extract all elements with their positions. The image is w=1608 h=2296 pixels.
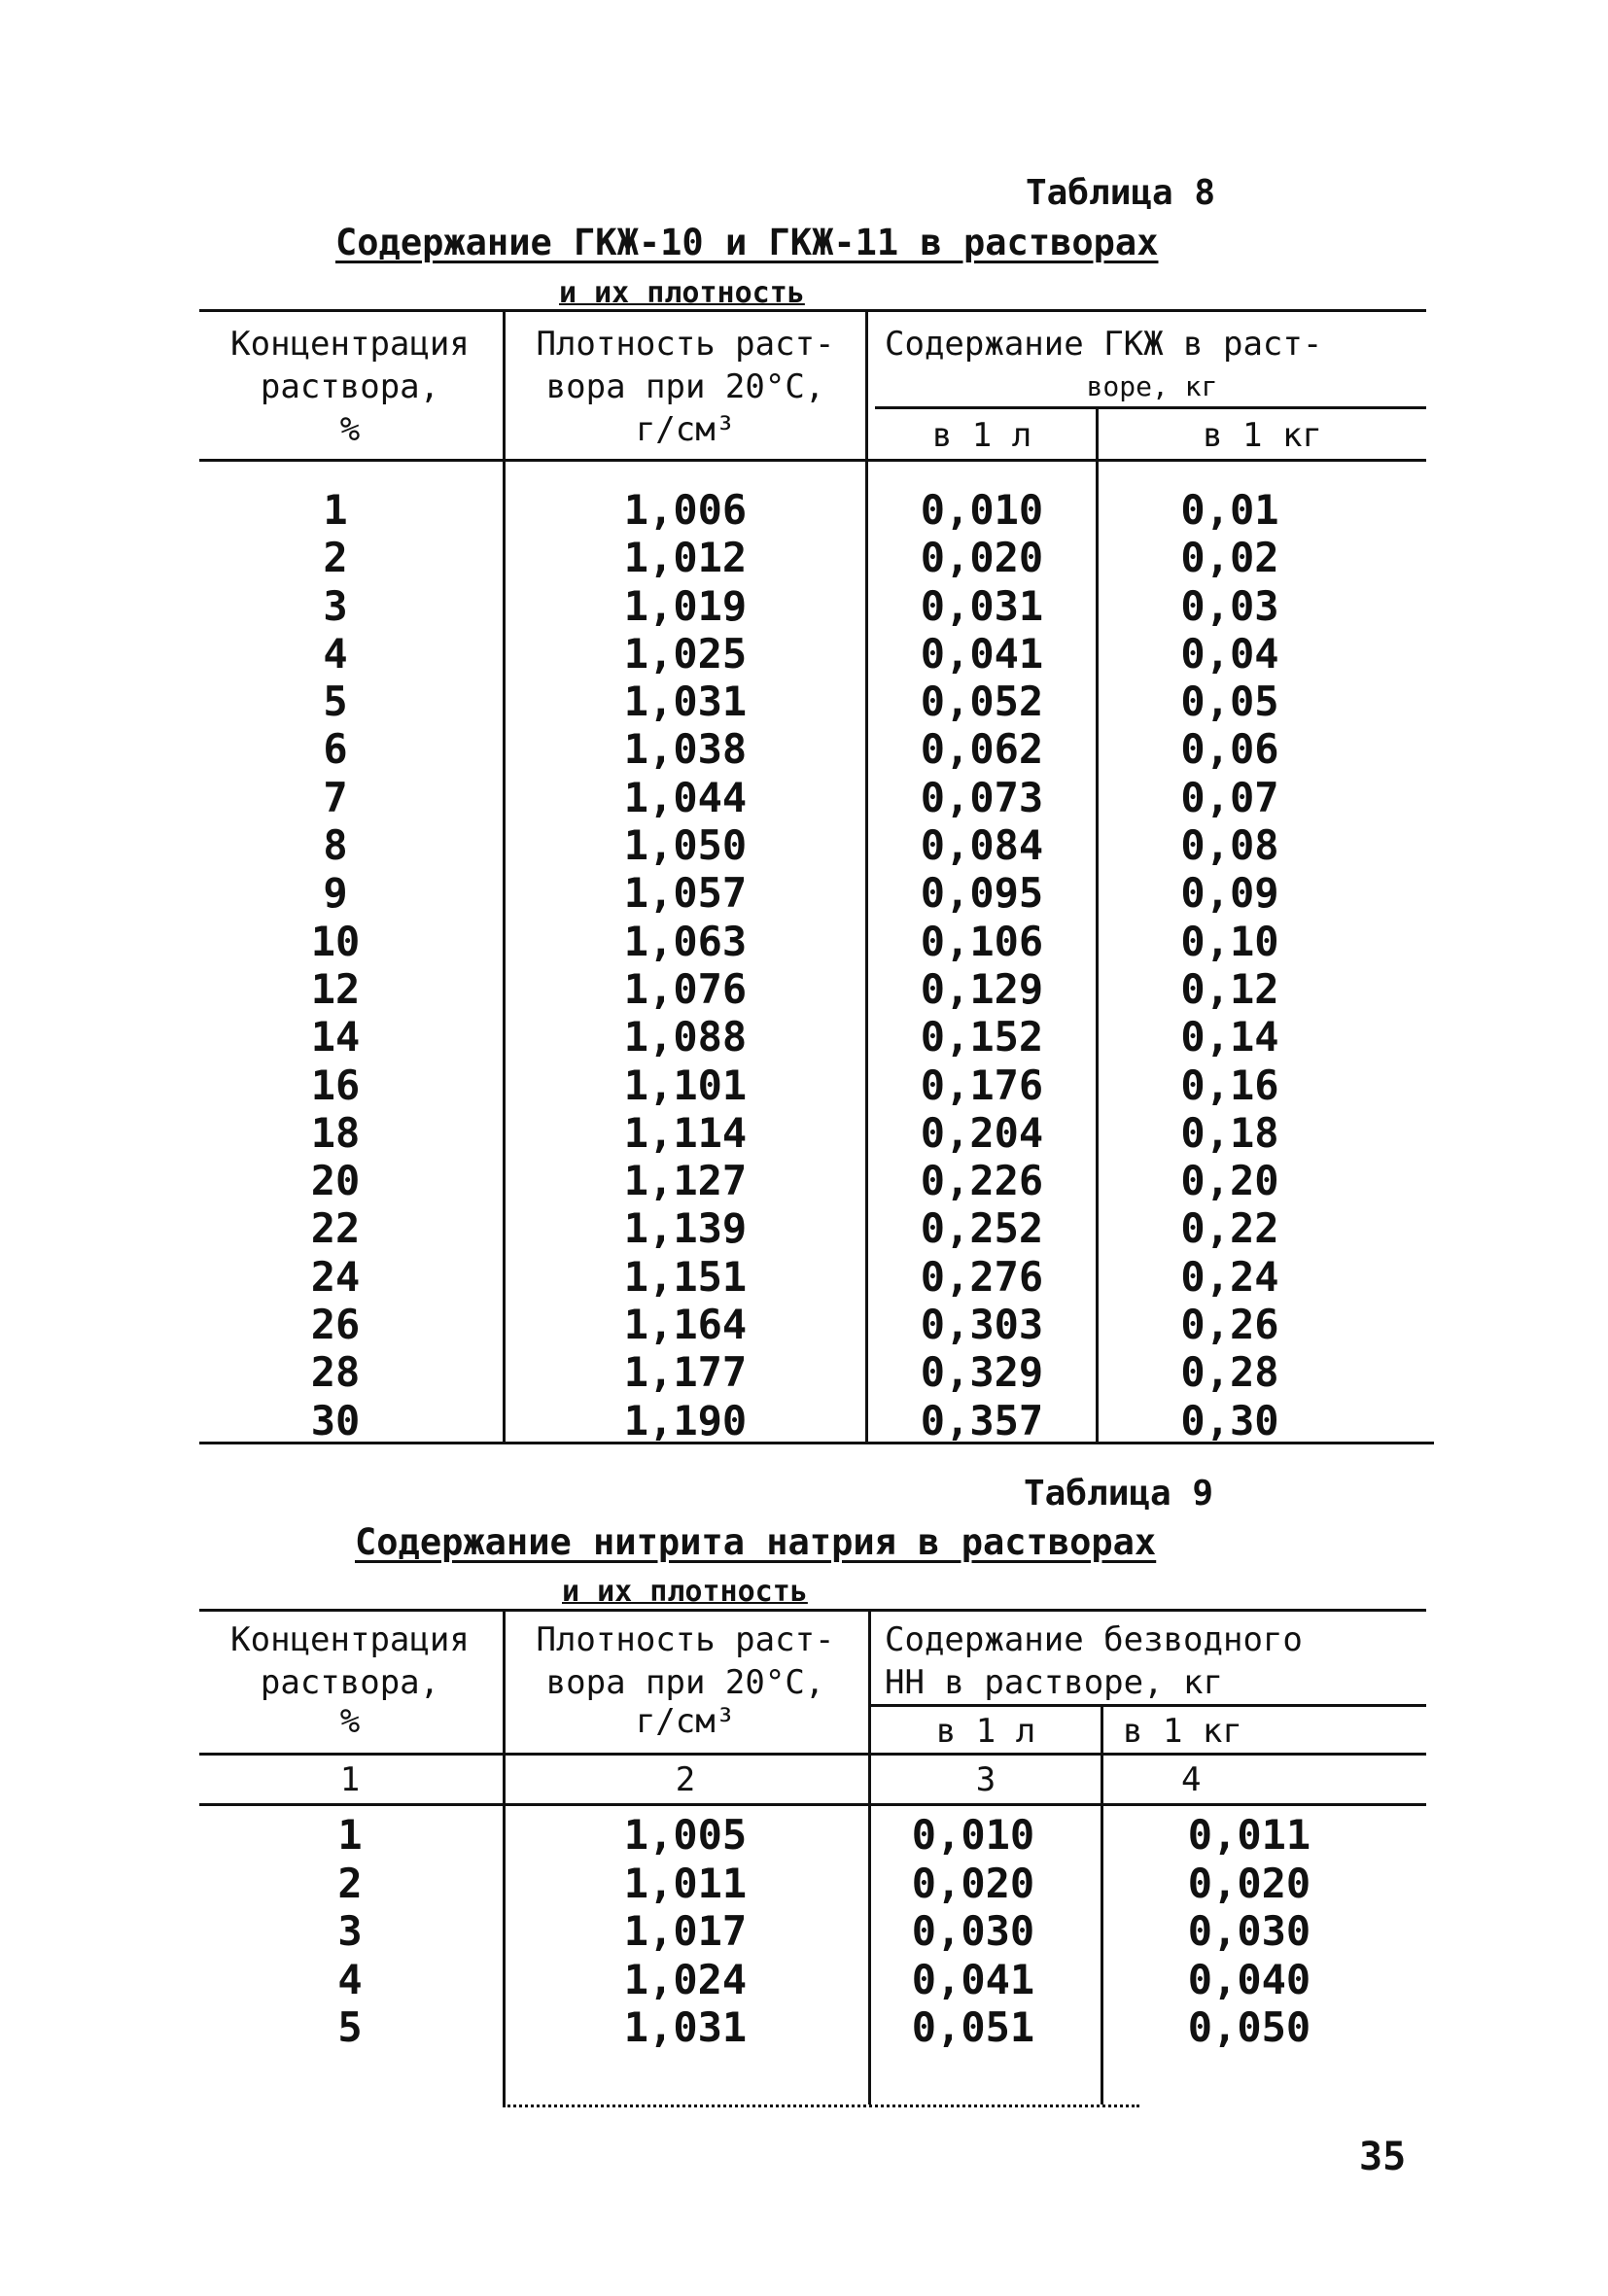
table-row — [199, 965, 1429, 1013]
table8-header-per-kg: в 1 кг — [1203, 416, 1322, 455]
cell-concentration: 2 — [323, 534, 348, 582]
table-row — [199, 1956, 1429, 2004]
cell-per-liter: 0,204 — [920, 1108, 1044, 1157]
cell-density: 1,057 — [623, 869, 748, 918]
cell-per-kg: 0,08 — [1180, 821, 1279, 870]
table9-header-concentration: Концентрация раствора, % — [230, 1620, 470, 1741]
table-row — [199, 678, 1429, 725]
table8-header-content-2: воре, кг — [1086, 370, 1218, 402]
cell-per-liter: 0,062 — [920, 725, 1044, 774]
table-row — [199, 1860, 1429, 1908]
table-row — [199, 918, 1429, 965]
cell-density: 1,024 — [623, 1955, 748, 2003]
cell-density: 1,139 — [623, 1204, 748, 1253]
table9-header-content: Содержание безводного — [885, 1620, 1303, 1659]
cell-concentration: 4 — [323, 629, 348, 678]
table8-title: Содержание ГКЖ-10 и ГКЖ-11 в растворах — [335, 222, 1159, 263]
table9-header-per-liter: в 1 л — [935, 1712, 1036, 1751]
cell-per-kg: 0,20 — [1180, 1157, 1279, 1205]
table9-bottom-rule — [503, 2105, 1139, 2107]
cell-per-liter: 0,030 — [911, 1907, 1035, 1955]
table-row — [199, 1157, 1429, 1204]
cell-density: 1,088 — [623, 1013, 748, 1061]
cell-per-kg: 0,03 — [1180, 581, 1279, 630]
table9-title-continuation: и их плотность — [562, 1575, 808, 1609]
cell-per-kg: 0,050 — [1187, 2003, 1311, 2051]
cell-density: 1,025 — [623, 629, 748, 678]
cell-concentration: 28 — [310, 1348, 361, 1397]
table8-number: Таблица 8 — [1026, 173, 1216, 213]
cell-concentration: 8 — [323, 821, 348, 870]
table-row — [199, 1253, 1429, 1301]
cell-per-kg: 0,24 — [1180, 1252, 1279, 1301]
table-row — [199, 2003, 1429, 2052]
cell-per-liter: 0,084 — [920, 821, 1044, 870]
table9-header-per-kg: в 1 кг — [1123, 1712, 1242, 1751]
cell-per-liter: 0,276 — [920, 1252, 1044, 1301]
cell-per-kg: 0,02 — [1180, 534, 1279, 582]
cell-per-kg: 0,30 — [1180, 1396, 1279, 1444]
cell-per-kg: 0,09 — [1180, 869, 1279, 918]
table9-colnum-4: 4 — [1181, 1760, 1202, 1799]
table9-colnum-2: 2 — [675, 1760, 696, 1799]
cell-density: 1,101 — [623, 1061, 748, 1109]
cell-concentration: 1 — [323, 486, 348, 534]
cell-per-kg: 0,14 — [1180, 1013, 1279, 1061]
table9 — [199, 1609, 1429, 2114]
table9-title: Содержание нитрита натрия в растворах — [355, 1521, 1157, 1563]
cell-concentration: 4 — [337, 1955, 363, 2003]
cell-per-kg: 0,04 — [1180, 629, 1279, 678]
cell-per-kg: 0,12 — [1180, 964, 1279, 1013]
table9-header-content-2: НН в растворе, кг — [885, 1663, 1223, 1702]
cell-density: 1,050 — [623, 821, 748, 870]
table9-header-density: Плотность раст- вора при 20°C, г/см³ — [536, 1620, 835, 1741]
cell-density: 1,011 — [623, 1859, 748, 1907]
table-row — [199, 725, 1429, 773]
cell-per-liter: 0,095 — [920, 869, 1044, 918]
cell-concentration: 18 — [310, 1108, 361, 1157]
table8-header-density: Плотность раст- вора при 20°C, г/см³ — [536, 325, 835, 449]
cell-per-kg: 0,28 — [1180, 1348, 1279, 1397]
cell-concentration: 5 — [337, 2003, 363, 2051]
table9-number: Таблица 9 — [1024, 1474, 1214, 1513]
cell-density: 1,012 — [623, 534, 748, 582]
cell-concentration: 24 — [310, 1252, 361, 1301]
cell-per-kg: 0,01 — [1180, 486, 1279, 534]
cell-density: 1,019 — [623, 581, 748, 630]
table-row — [199, 1301, 1429, 1348]
cell-density: 1,177 — [623, 1348, 748, 1397]
table-row — [199, 1109, 1429, 1157]
cell-per-kg: 0,16 — [1180, 1061, 1279, 1109]
cell-concentration: 6 — [323, 725, 348, 774]
table8-header-concentration: Концентрация раствора, % — [230, 325, 470, 449]
page-number: 35 — [1359, 2135, 1407, 2179]
cell-density: 1,114 — [623, 1108, 748, 1157]
cell-concentration: 10 — [310, 917, 361, 965]
cell-concentration: 20 — [310, 1157, 361, 1205]
cell-per-liter: 0,252 — [920, 1204, 1044, 1253]
cell-per-kg: 0,030 — [1187, 1907, 1311, 1955]
cell-per-liter: 0,031 — [920, 581, 1044, 630]
cell-per-liter: 0,073 — [920, 773, 1044, 821]
cell-per-liter: 0,357 — [920, 1396, 1044, 1444]
cell-per-liter: 0,020 — [911, 1859, 1035, 1907]
table-row — [199, 630, 1429, 678]
table9-numbering-rule — [199, 1803, 1426, 1806]
cell-per-liter: 0,052 — [920, 678, 1044, 726]
cell-per-kg: 0,05 — [1180, 678, 1279, 726]
cell-per-kg: 0,06 — [1180, 725, 1279, 774]
cell-per-liter: 0,051 — [911, 2003, 1035, 2051]
table-row — [199, 1811, 1429, 1860]
table-row — [199, 1013, 1429, 1061]
cell-per-kg: 0,040 — [1187, 1955, 1311, 2003]
cell-per-liter: 0,176 — [920, 1061, 1044, 1109]
cell-concentration: 14 — [310, 1013, 361, 1061]
cell-density: 1,190 — [623, 1396, 748, 1444]
cell-per-kg: 0,011 — [1187, 1811, 1311, 1859]
cell-per-liter: 0,010 — [911, 1811, 1035, 1859]
table-row — [199, 1907, 1429, 1956]
cell-per-liter: 0,020 — [920, 534, 1044, 582]
cell-per-kg: 0,020 — [1187, 1859, 1311, 1907]
table9-body — [199, 1811, 1429, 2052]
cell-density: 1,005 — [623, 1811, 748, 1859]
table-row — [199, 1397, 1429, 1444]
cell-per-kg: 0,26 — [1180, 1301, 1279, 1349]
table-row — [199, 486, 1429, 534]
table-row — [199, 582, 1429, 630]
cell-density: 1,006 — [623, 486, 748, 534]
cell-density: 1,031 — [623, 2003, 748, 2051]
cell-density: 1,076 — [623, 964, 748, 1013]
cell-concentration: 30 — [310, 1396, 361, 1444]
cell-density: 1,038 — [623, 725, 748, 774]
cell-per-liter: 0,329 — [920, 1348, 1044, 1397]
cell-per-liter: 0,129 — [920, 964, 1044, 1013]
cell-density: 1,127 — [623, 1157, 748, 1205]
cell-per-liter: 0,010 — [920, 486, 1044, 534]
cell-per-liter: 0,226 — [920, 1157, 1044, 1205]
cell-density: 1,063 — [623, 917, 748, 965]
cell-concentration: 9 — [323, 869, 348, 918]
table9-colnum-3: 3 — [975, 1760, 996, 1799]
table-row — [199, 774, 1429, 821]
cell-per-kg: 0,18 — [1180, 1108, 1279, 1157]
cell-per-liter: 0,041 — [911, 1955, 1035, 2003]
table8-top-rule — [199, 309, 1426, 312]
table9-subheader-rule — [870, 1704, 1426, 1707]
table9-colnum-1: 1 — [339, 1760, 361, 1799]
table8 — [199, 309, 1429, 1446]
cell-concentration: 22 — [310, 1204, 361, 1253]
cell-per-kg: 0,22 — [1180, 1204, 1279, 1253]
cell-concentration: 5 — [323, 678, 348, 726]
cell-concentration: 2 — [337, 1859, 363, 1907]
table-row — [199, 534, 1429, 581]
table-row — [199, 821, 1429, 869]
cell-per-kg: 0,10 — [1180, 917, 1279, 965]
table9-top-rule — [199, 1609, 1426, 1612]
cell-density: 1,031 — [623, 678, 748, 726]
table8-header-per-liter: в 1 л — [931, 416, 1032, 455]
cell-per-kg: 0,07 — [1180, 773, 1279, 821]
cell-per-liter: 0,041 — [920, 629, 1044, 678]
cell-concentration: 7 — [323, 773, 348, 821]
table-row — [199, 869, 1429, 917]
table-row — [199, 1061, 1429, 1109]
table9-header-rule — [199, 1753, 1426, 1756]
cell-per-liter: 0,152 — [920, 1013, 1044, 1061]
cell-concentration: 26 — [310, 1301, 361, 1349]
cell-concentration: 3 — [337, 1907, 363, 1955]
cell-density: 1,164 — [623, 1301, 748, 1349]
cell-density: 1,151 — [623, 1252, 748, 1301]
cell-concentration: 12 — [310, 964, 361, 1013]
table-row — [199, 1204, 1429, 1252]
table8-header-content: Содержание ГКЖ в раст- — [885, 325, 1323, 364]
cell-per-liter: 0,303 — [920, 1301, 1044, 1349]
cell-density: 1,044 — [623, 773, 748, 821]
table8-header-rule — [199, 459, 1426, 462]
table8-body — [199, 486, 1429, 1444]
table8-title-continuation: и их плотность — [559, 276, 805, 310]
cell-concentration: 3 — [323, 581, 348, 630]
cell-density: 1,017 — [623, 1907, 748, 1955]
table-row — [199, 1348, 1429, 1396]
cell-per-liter: 0,106 — [920, 917, 1044, 965]
cell-concentration: 16 — [310, 1061, 361, 1109]
cell-concentration: 1 — [337, 1811, 363, 1859]
